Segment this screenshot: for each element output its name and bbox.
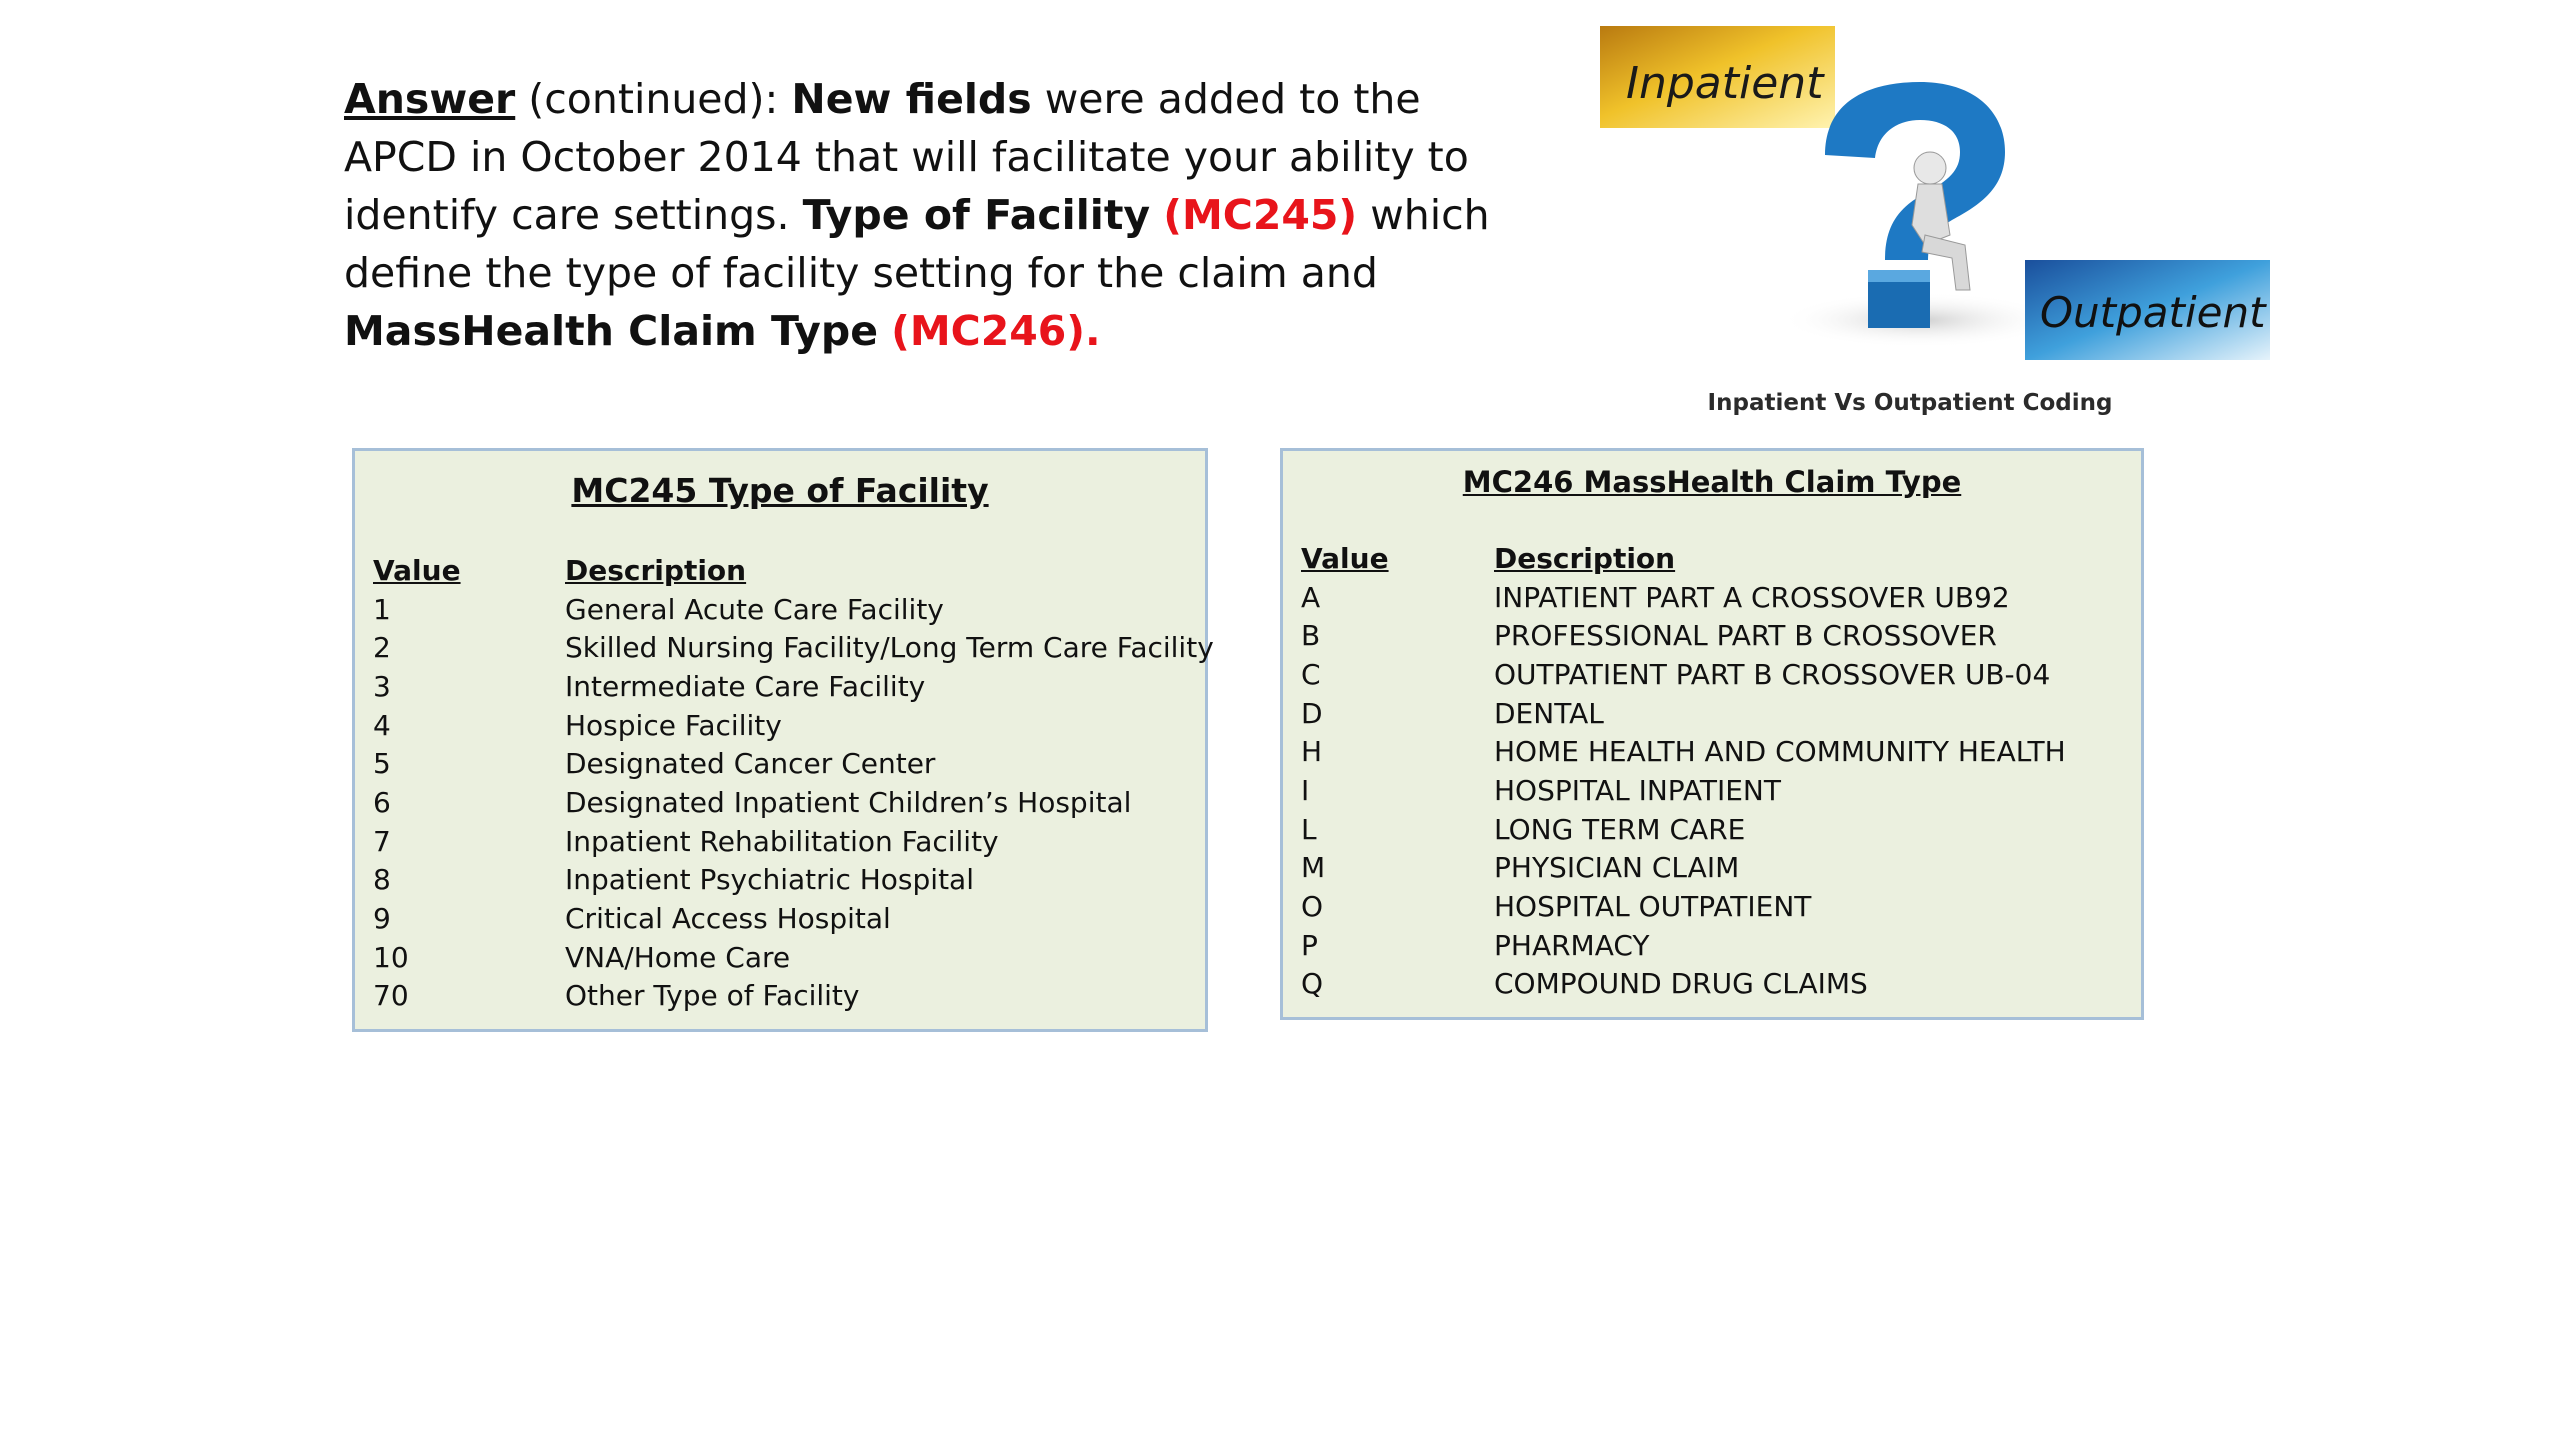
facility-table-header — [373, 551, 1195, 590]
claim-row-value: O — [1301, 890, 1324, 924]
facility-type-table — [352, 448, 1214, 1032]
mc245-reference: (MC245) — [1163, 191, 1358, 239]
facility-row-value: 5 — [373, 747, 391, 781]
facility-row-value: 7 — [373, 824, 391, 858]
masshealth-claim-type-text: MassHealth Claim Type — [344, 307, 879, 355]
claim-table-row — [1301, 578, 2131, 617]
claim-type-table — [1280, 448, 2144, 1020]
claim-row-description: HOSPITAL INPATIENT — [1494, 773, 1781, 807]
facility-value-header: Value — [373, 553, 461, 587]
facility-table-row — [373, 783, 1195, 822]
facility-table-row — [373, 667, 1195, 706]
claim-table-row — [1301, 655, 2131, 694]
facility-table-row — [373, 899, 1195, 938]
intro-text-1: were added to the APCD in October 2014 that will facilitate your ability to identify care settings. — [344, 75, 1469, 239]
new-fields-text: New fields — [791, 75, 1032, 123]
claim-row-description: INPATIENT PART A CROSSOVER UB92 — [1494, 580, 2010, 614]
claim-table-row — [1301, 771, 2131, 810]
facility-row-value: 10 — [373, 940, 409, 974]
claim-row-value: H — [1301, 735, 1323, 769]
claim-row-value: B — [1301, 619, 1321, 653]
type-of-facility-text: Type of Facility — [802, 191, 1151, 239]
facility-table-row — [373, 706, 1195, 745]
facility-table-rows — [373, 551, 1214, 1015]
facility-row-value: 4 — [373, 708, 391, 742]
facility-row-value: 1 — [373, 592, 391, 626]
inpatient-label: Inpatient — [1626, 58, 1824, 109]
inpatient-outpatient-illustration — [1600, 20, 2270, 360]
facility-table-row — [373, 628, 1214, 667]
facility-row-description: Designated Cancer Center — [565, 747, 936, 781]
facility-table-row — [373, 744, 1195, 783]
facility-description-header: Description — [565, 553, 747, 587]
question-mark-figure-icon — [1825, 82, 2005, 328]
claim-row-description: OUTPATIENT PART B CROSSOVER UB-04 — [1494, 657, 2051, 691]
facility-table-row — [373, 822, 1195, 861]
facility-row-value: 8 — [373, 863, 391, 897]
claim-row-value: L — [1301, 812, 1317, 846]
claim-row-value: A — [1301, 580, 1321, 614]
claim-row-value: D — [1301, 696, 1323, 730]
facility-row-value: 70 — [373, 979, 409, 1013]
claim-row-value: I — [1301, 773, 1310, 807]
facility-row-description: Skilled Nursing Facility/Long Term Care Facility — [565, 631, 1214, 665]
claim-table-row — [1301, 887, 2131, 926]
facility-row-description: Inpatient Psychiatric Hospital — [565, 863, 974, 897]
facility-row-description: Critical Access Hospital — [565, 902, 891, 936]
outpatient-tile — [2025, 260, 2270, 360]
facility-row-description: Intermediate Care Facility — [565, 669, 926, 703]
facility-row-description: VNA/Home Care — [565, 940, 791, 974]
facility-row-value: 6 — [373, 785, 391, 819]
facility-row-description: Other Type of Facility — [565, 979, 860, 1013]
facility-row-description: Designated Inpatient Children’s Hospital — [565, 785, 1132, 819]
outpatient-label: Outpatient — [2040, 288, 2266, 337]
facility-table-row — [373, 977, 1195, 1016]
claim-table-row — [1301, 926, 2131, 965]
answer-paragraph — [344, 70, 1544, 360]
claim-table-header — [1301, 539, 2131, 578]
facility-row-description: General Acute Care Facility — [565, 592, 944, 626]
facility-row-description: Hospice Facility — [565, 708, 782, 742]
claim-table-row — [1301, 849, 2131, 888]
facility-row-value: 3 — [373, 669, 391, 703]
facility-row-description: Inpatient Rehabilitation Facility — [565, 824, 999, 858]
continued-text: (continued): — [515, 75, 792, 123]
facility-table-row — [373, 938, 1195, 977]
facility-row-value: 9 — [373, 902, 391, 936]
claim-row-value: P — [1301, 928, 1318, 962]
claim-row-description: PHARMACY — [1494, 928, 1650, 962]
facility-table-title: MC245 Type of Facility — [571, 471, 989, 510]
claim-row-description: HOSPITAL OUTPATIENT — [1494, 890, 1812, 924]
answer-label: Answer — [344, 75, 516, 123]
claim-table-rows — [1301, 539, 2131, 1003]
claim-row-description: COMPOUND DRUG CLAIMS — [1494, 967, 1868, 1001]
mc246-reference: (MC246). — [891, 307, 1101, 355]
claim-description-header: Description — [1494, 541, 1676, 575]
claim-row-value: C — [1301, 657, 1321, 691]
claim-row-description: PHYSICIAN CLAIM — [1494, 851, 1740, 885]
intro-text-2: which define the type of facility setting for the claim and — [344, 191, 1490, 297]
claim-row-description: DENTAL — [1494, 696, 1604, 730]
claim-row-value: M — [1301, 851, 1326, 885]
claim-row-description: HOME HEALTH AND COMMUNITY HEALTH — [1494, 735, 2066, 769]
inpatient-tile — [1600, 26, 1835, 128]
claim-table-row — [1301, 616, 2131, 655]
claim-table-row — [1301, 810, 2131, 849]
facility-row-value: 2 — [373, 631, 391, 665]
claim-row-description: LONG TERM CARE — [1494, 812, 1746, 846]
facility-table-row — [373, 861, 1195, 900]
claim-table-row — [1301, 694, 2131, 733]
facility-table-row — [373, 590, 1195, 629]
illustration-caption: Inpatient Vs Outpatient Coding — [1707, 390, 2113, 416]
claim-value-header: Value — [1301, 541, 1389, 575]
claim-row-value: Q — [1301, 967, 1324, 1001]
claim-table-row — [1301, 965, 2131, 1004]
claim-table-title: MC246 MassHealth Claim Type — [1462, 465, 1962, 499]
claim-row-description: PROFESSIONAL PART B CROSSOVER — [1494, 619, 1997, 653]
claim-table-row — [1301, 732, 2131, 771]
